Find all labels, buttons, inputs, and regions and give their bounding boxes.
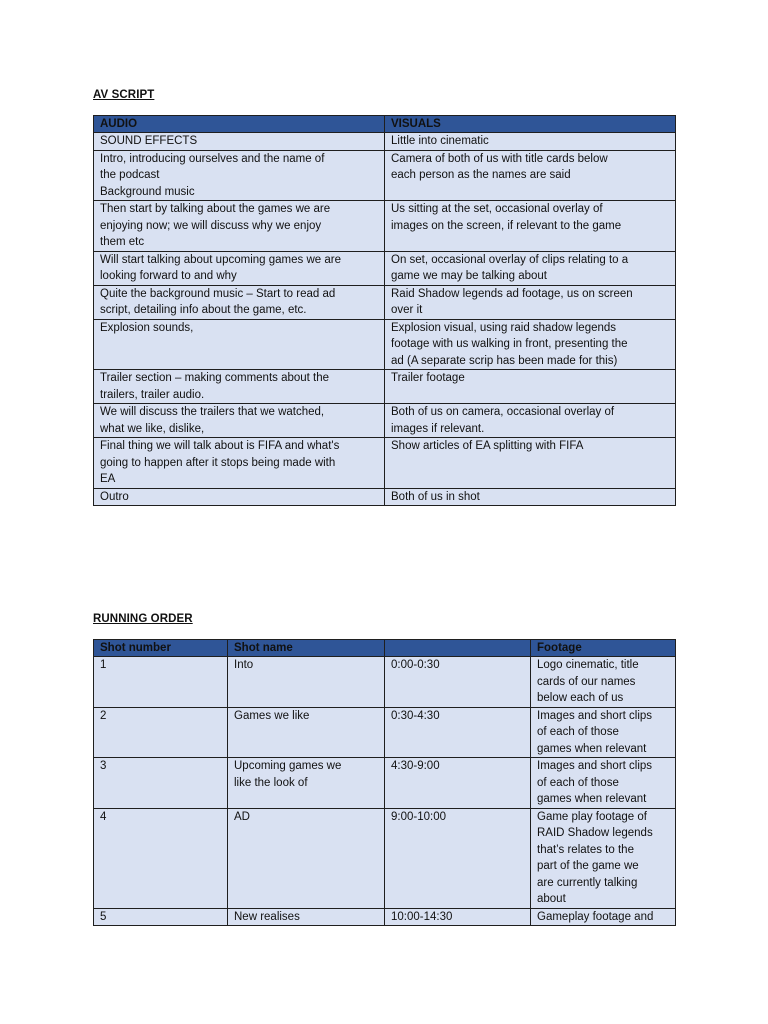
table-row bbox=[94, 285, 676, 319]
visuals-cell-line: game we may be talking about bbox=[391, 270, 547, 282]
audio-cell-line: trailers, trailer audio. bbox=[100, 388, 205, 401]
audio-cell-line: enjoying now; we will discuss why we enjoy bbox=[100, 219, 322, 232]
footage-cell-line: games when relevant bbox=[537, 793, 647, 805]
visuals-cell bbox=[385, 133, 676, 151]
shot-name-cell-line: Games we like bbox=[234, 709, 310, 722]
shot-name-cell-line: like the look of bbox=[234, 776, 308, 789]
visuals-cell-line: Raid Shadow legends ad footage, us on screen bbox=[391, 287, 633, 300]
visuals-cell bbox=[385, 370, 676, 404]
footage-cell bbox=[531, 657, 676, 708]
visuals-cell-line: images on the screen, if relevant to the game bbox=[391, 219, 622, 232]
footage-cell bbox=[531, 758, 676, 809]
shot-name-cell bbox=[228, 808, 385, 908]
shot-name-cell bbox=[228, 657, 385, 708]
visuals-cell-line: over it bbox=[391, 304, 423, 316]
visuals-cell bbox=[385, 438, 676, 489]
shot-name-cell-line: AD bbox=[234, 810, 250, 823]
visuals-cell bbox=[385, 285, 676, 319]
audio-cell-line: Final thing we will talk about is FIFA and what's bbox=[100, 440, 340, 452]
table-row bbox=[94, 370, 676, 404]
av-header-row bbox=[94, 116, 676, 133]
footage-cell-line: of each of those bbox=[537, 726, 619, 738]
running-order-header-row bbox=[94, 640, 676, 657]
visuals-cell-line: Explosion visual, using raid shadow legends bbox=[391, 321, 617, 334]
audio-cell-line: script, detailing info about the game, etc. bbox=[100, 304, 307, 316]
audio-cell-line: Outro bbox=[100, 490, 129, 503]
audio-cell-line: Then start by talking about the games we are bbox=[100, 203, 331, 215]
footage-cell-line: that’s relates to the bbox=[537, 843, 634, 856]
visuals-column-header: VISUALS bbox=[385, 116, 676, 133]
footage-cell bbox=[531, 808, 676, 908]
visuals-cell-line: Little into cinematic bbox=[391, 135, 489, 147]
table-row bbox=[94, 758, 676, 809]
footage-cell bbox=[531, 707, 676, 758]
visuals-cell-line: Camera of both of us with title cards below bbox=[391, 152, 608, 165]
table-row bbox=[94, 808, 676, 908]
audio-cell-line: Intro, introducing ourselves and the name of bbox=[100, 152, 325, 165]
time-cell: 4:30-9:00 bbox=[385, 758, 531, 809]
audio-cell bbox=[94, 488, 385, 506]
audio-cell bbox=[94, 404, 385, 438]
visuals-cell bbox=[385, 201, 676, 252]
footage-cell-line: of each of those bbox=[537, 776, 619, 789]
table-row bbox=[94, 908, 676, 926]
shot-number-cell: 3 bbox=[94, 758, 228, 809]
visuals-cell-line: Both of us on camera, occasional overlay of bbox=[391, 406, 615, 418]
shot-name-cell bbox=[228, 908, 385, 926]
table-row bbox=[94, 657, 676, 708]
footage-cell-line: games when relevant bbox=[537, 742, 647, 755]
time-cell: 0:30-4:30 bbox=[385, 707, 531, 758]
footage-cell-line: cards of our names bbox=[537, 675, 636, 688]
shot-name-cell bbox=[228, 707, 385, 758]
shot-number-cell: 5 bbox=[94, 908, 228, 926]
footage-cell-line: about bbox=[537, 893, 566, 905]
audio-cell-line: what we like, dislike, bbox=[100, 422, 205, 435]
visuals-cell-line: Both of us in shot bbox=[391, 490, 480, 503]
footage-cell-line: below each of us bbox=[537, 692, 624, 704]
table-row bbox=[94, 319, 676, 370]
audio-cell-line: Will start talking about upcoming games we are bbox=[100, 253, 341, 266]
audio-column-header: AUDIO bbox=[94, 116, 385, 133]
table-row bbox=[94, 133, 676, 151]
footage-cell-line: RAID Shadow legends bbox=[537, 827, 653, 839]
visuals-cell-line: footage with us walking in front, presenting the bbox=[391, 338, 628, 350]
running-order-table bbox=[93, 639, 676, 926]
visuals-cell bbox=[385, 319, 676, 370]
audio-cell-line: Trailer section – making comments about the bbox=[100, 372, 330, 384]
footage-column-header: Footage bbox=[531, 640, 676, 657]
audio-cell-line: looking forward to and why bbox=[100, 270, 237, 282]
table-row bbox=[94, 438, 676, 489]
footage-cell bbox=[531, 908, 676, 926]
shot-number-cell: 2 bbox=[94, 707, 228, 758]
audio-cell bbox=[94, 133, 385, 151]
footage-cell-line: are currently talking bbox=[537, 876, 638, 889]
audio-cell-line: Explosion sounds, bbox=[100, 321, 194, 334]
visuals-cell-line: ad (A separate scrip has been made for this) bbox=[391, 354, 618, 367]
audio-cell bbox=[94, 438, 385, 489]
footage-cell-line: part of the game we bbox=[537, 860, 639, 872]
shot-name-cell-line: Into bbox=[234, 659, 254, 671]
av-script-title: AV SCRIPT bbox=[93, 89, 155, 101]
visuals-cell-line: Show articles of EA splitting with FIFA bbox=[391, 440, 584, 452]
footage-cell-line: Images and short clips bbox=[537, 760, 653, 772]
table-row bbox=[94, 201, 676, 252]
audio-cell bbox=[94, 370, 385, 404]
audio-cell bbox=[94, 319, 385, 370]
audio-cell-line: going to happen after it stops being made with bbox=[100, 456, 336, 469]
table-row bbox=[94, 488, 676, 506]
audio-cell-line: the podcast bbox=[100, 169, 160, 181]
audio-cell bbox=[94, 285, 385, 319]
audio-cell-line: EA bbox=[100, 473, 116, 485]
visuals-cell-line: On set, occasional overlay of clips relating to a bbox=[391, 253, 629, 266]
shot-number-cell: 1 bbox=[94, 657, 228, 708]
shot-name-column-header: Shot name bbox=[228, 640, 385, 657]
audio-cell bbox=[94, 150, 385, 201]
audio-cell-line: them etc bbox=[100, 236, 145, 248]
time-cell: 0:00-0:30 bbox=[385, 657, 531, 708]
visuals-cell-line: Us sitting at the set, occasional overlay of bbox=[391, 203, 603, 215]
shot-name-cell bbox=[228, 758, 385, 809]
table-row bbox=[94, 404, 676, 438]
audio-cell-line: Quite the background music – Start to read ad bbox=[100, 287, 336, 300]
audio-cell bbox=[94, 201, 385, 252]
visuals-cell bbox=[385, 251, 676, 285]
time-cell: 10:00-14:30 bbox=[385, 908, 531, 926]
av-script-table bbox=[93, 115, 676, 506]
visuals-cell-line: Trailer footage bbox=[391, 372, 465, 384]
footage-cell-line: Gameplay footage and bbox=[537, 910, 654, 923]
visuals-cell-line: each person as the names are said bbox=[391, 169, 571, 181]
visuals-cell-line: images if relevant. bbox=[391, 422, 485, 435]
visuals-cell bbox=[385, 488, 676, 506]
footage-cell-line: Images and short clips bbox=[537, 709, 653, 722]
audio-cell-line: SOUND EFFECTS bbox=[100, 135, 198, 147]
running-order-title: RUNNING ORDER bbox=[93, 613, 193, 625]
audio-cell-line: We will discuss the trailers that we watched, bbox=[100, 406, 325, 418]
table-row bbox=[94, 707, 676, 758]
visuals-cell bbox=[385, 150, 676, 201]
time-cell: 9:00-10:00 bbox=[385, 808, 531, 908]
shot-name-cell-line: Upcoming games we bbox=[234, 760, 342, 772]
shot-number-cell: 4 bbox=[94, 808, 228, 908]
table-row bbox=[94, 251, 676, 285]
visuals-cell bbox=[385, 404, 676, 438]
audio-cell-line: Background music bbox=[100, 185, 195, 198]
table-row bbox=[94, 150, 676, 201]
shot-number-column-header: Shot number bbox=[94, 640, 228, 657]
audio-cell bbox=[94, 251, 385, 285]
shot-name-cell-line: New realises bbox=[234, 910, 300, 923]
footage-cell-line: Logo cinematic, title bbox=[537, 659, 639, 671]
time-column-header bbox=[385, 640, 531, 657]
footage-cell-line: Game play footage of bbox=[537, 810, 647, 823]
